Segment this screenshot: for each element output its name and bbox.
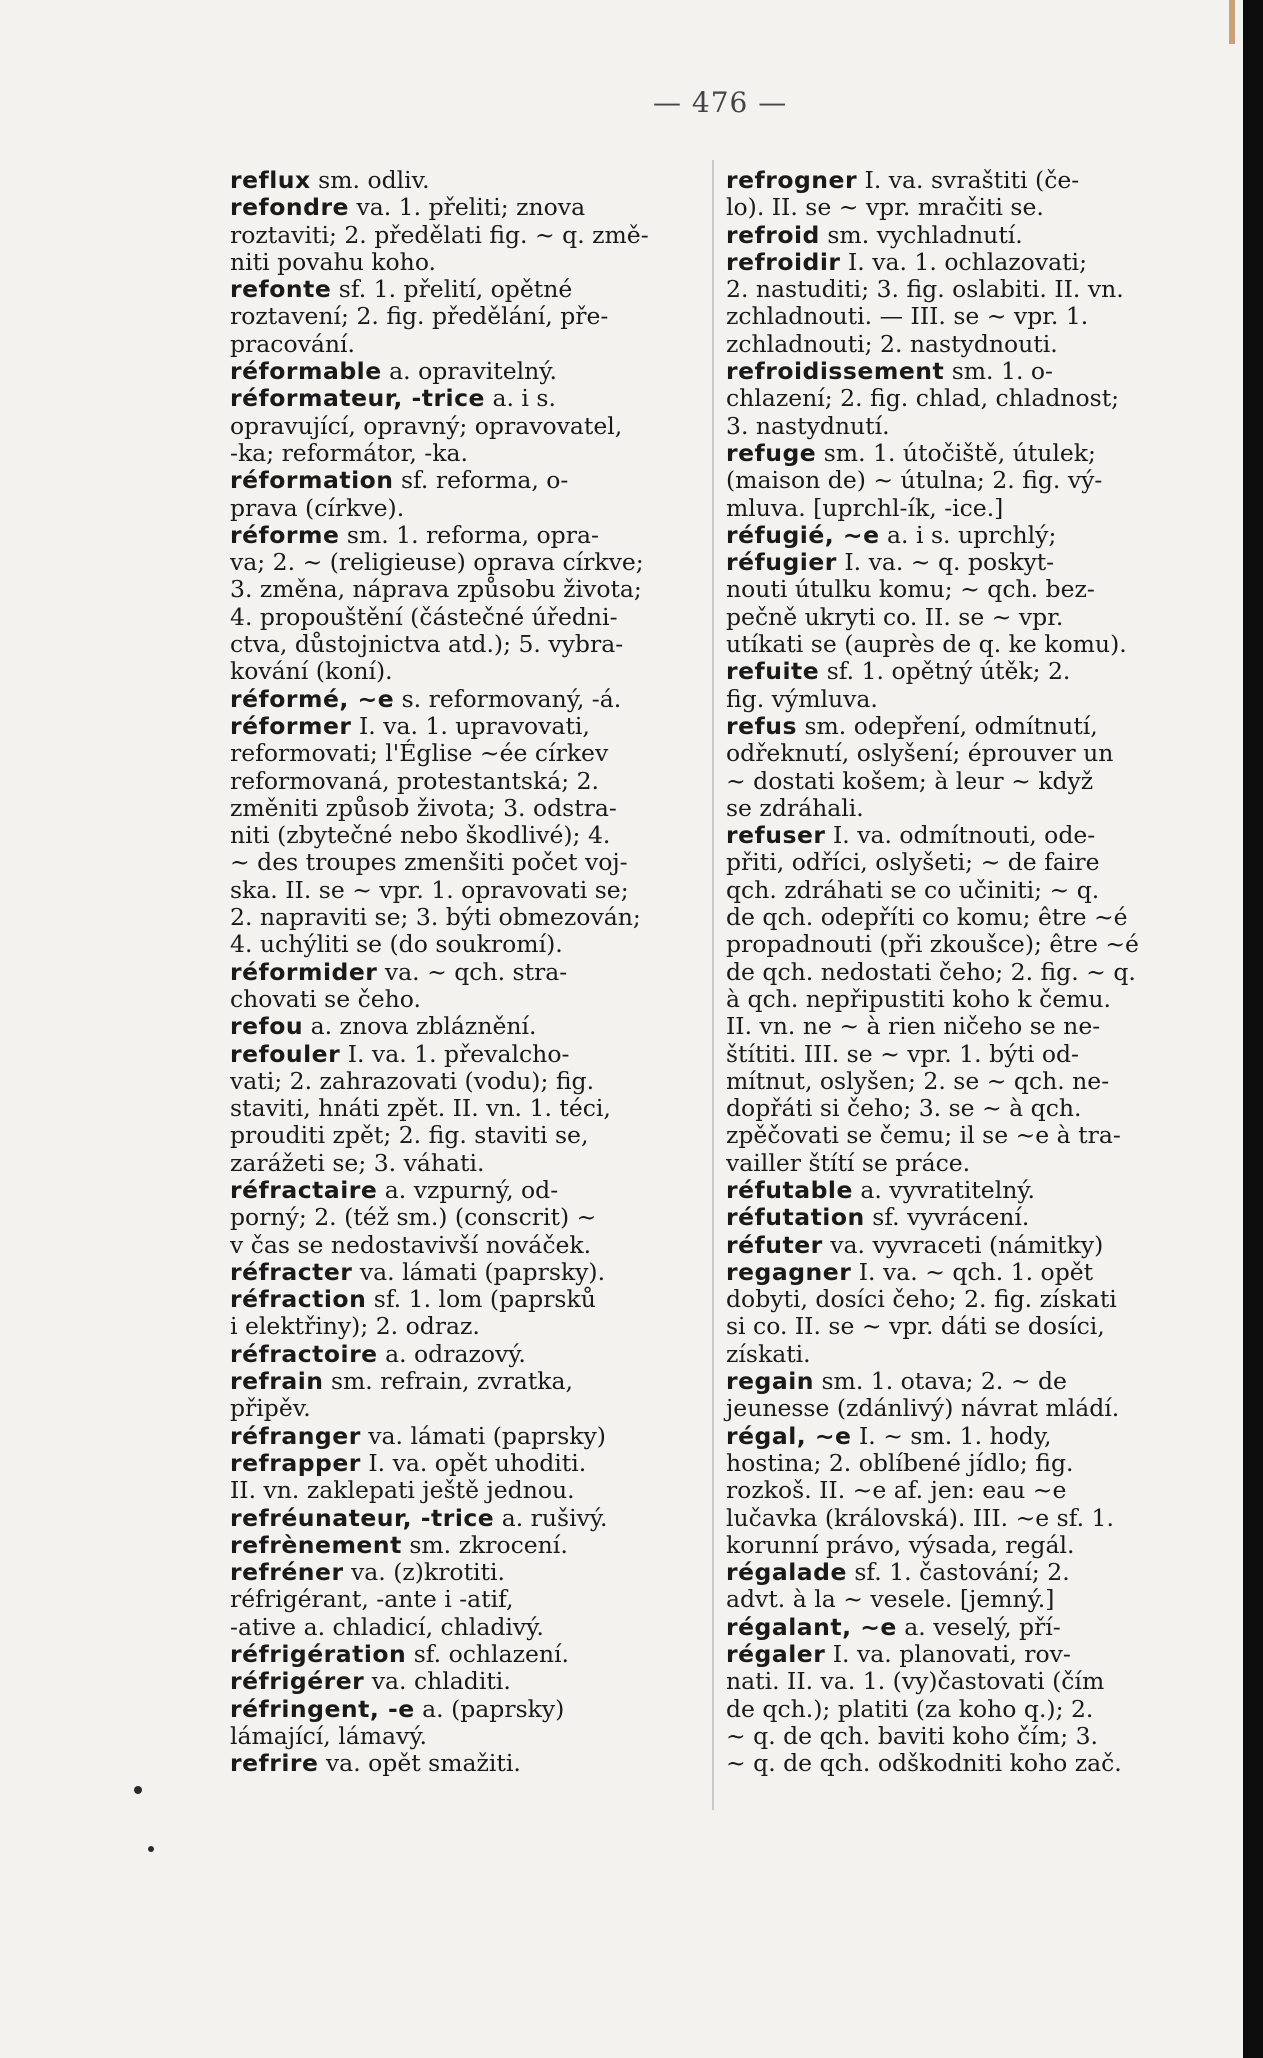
dictionary-line: chlazení; 2. fig. chlad, chladnost; bbox=[726, 384, 1120, 413]
dictionary-line: hostina; 2. oblíbené jídlo; fig. bbox=[726, 1448, 1074, 1477]
dictionary-line: i elektřiny); 2. odraz. bbox=[230, 1312, 480, 1341]
dictionary-line: reformovaná, protestantská; 2. bbox=[230, 766, 600, 795]
dictionary-line: -ka; reformátor, -ka. bbox=[230, 438, 468, 467]
dictionary-line: réformé, ~e s. reformovaný, -á. bbox=[230, 684, 622, 713]
dictionary-line: reformovati; l'Église ~ée církev bbox=[230, 739, 609, 768]
dictionary-line: připěv. bbox=[230, 1394, 311, 1423]
dictionary-line: de qch. nedostati čeho; 2. fig. ~ q. bbox=[726, 957, 1136, 986]
dictionary-line: refroid sm. vychladnutí. bbox=[726, 220, 1023, 249]
dictionary-line: roztaviti; 2. předělati fig. ~ q. změ- bbox=[230, 220, 649, 249]
right-column bbox=[726, 167, 1218, 1778]
dictionary-line: réfranger va. lámati (paprsky) bbox=[230, 1421, 606, 1450]
dictionary-line: refrire va. opět smažiti. bbox=[230, 1749, 521, 1778]
dictionary-line: refroidissement sm. 1. o- bbox=[726, 357, 1053, 386]
dictionary-line: réfractaire a. vzpurný, od- bbox=[230, 1175, 559, 1204]
dictionary-line: zchladnouti. — III. se ~ vpr. 1. bbox=[726, 302, 1089, 331]
dictionary-line: staviti, hnáti zpět. II. vn. 1. téci, bbox=[230, 1094, 611, 1123]
dictionary-line: fig. výmluva. bbox=[726, 684, 878, 713]
dictionary-line: réfutable a. vyvratitelný. bbox=[726, 1175, 1035, 1204]
dictionary-line: refrogner I. va. svraštiti (če- bbox=[726, 166, 1080, 194]
dictionary-line: réfrigérer va. chladiti. bbox=[230, 1667, 511, 1696]
dictionary-line: 2. napraviti se; 3. býti obmezován; bbox=[230, 903, 641, 932]
dictionary-line: pečně ukryti co. II. se ~ vpr. bbox=[726, 602, 1064, 631]
dictionary-line: 3. změna, náprava způsobu života; bbox=[230, 575, 642, 604]
dictionary-line: ~ q. de qch. odškodniti koho zač. bbox=[726, 1749, 1122, 1778]
dictionary-line: kování (koní). bbox=[230, 657, 393, 686]
dictionary-line: nati. II. va. 1. (vy)častovati (čím bbox=[726, 1667, 1105, 1696]
dictionary-line: refrain sm. refrain, zvratka, bbox=[230, 1367, 573, 1396]
dictionary-line: regagner I. va. ~ qch. 1. opět bbox=[726, 1257, 1094, 1286]
dictionary-line: réfrigération sf. ochlazení. bbox=[230, 1640, 569, 1669]
dictionary-line: 4. uchýliti se (do soukromí). bbox=[230, 930, 563, 959]
dictionary-line: réformateur, -trice a. i s. bbox=[230, 384, 556, 413]
dictionary-line: vailler štítí se práce. bbox=[726, 1148, 971, 1177]
dictionary-line: si co. II. se ~ vpr. dáti se dosíci, bbox=[726, 1312, 1105, 1341]
dictionary-line: réfugié, ~e a. i s. uprchlý; bbox=[726, 520, 1057, 549]
dictionary-line: jeunesse (zdánlivý) návrat mládí. bbox=[726, 1394, 1120, 1423]
dictionary-line: zarážeti se; 3. váhati. bbox=[230, 1148, 485, 1177]
margin-dot bbox=[148, 1846, 154, 1852]
dictionary-line: se zdráhali. bbox=[726, 793, 864, 822]
dictionary-line: zpěčovati se čemu; il se ~e à tra- bbox=[726, 1121, 1121, 1150]
dictionary-line: réfutation sf. vyvrácení. bbox=[726, 1203, 1030, 1232]
dictionary-line: zchladnouti; 2. nastydnouti. bbox=[726, 329, 1058, 358]
dictionary-line: mítnut, oslyšen; 2. se ~ qch. ne- bbox=[726, 1066, 1110, 1095]
dictionary-line: réformer I. va. 1. upravovati, bbox=[230, 711, 590, 740]
dictionary-line: refouler I. va. 1. převalcho- bbox=[230, 1039, 570, 1068]
dictionary-line: mluva. [uprchl-ík, -ice.] bbox=[726, 493, 1004, 522]
dictionary-line: rozkoš. II. ~e af. jen: eau ~e bbox=[726, 1476, 1067, 1505]
dictionary-line: korunní právo, výsada, regál. bbox=[726, 1530, 1075, 1559]
dictionary-line: lámající, lámavý. bbox=[230, 1721, 427, 1750]
dictionary-line: získati. bbox=[726, 1339, 811, 1368]
dictionary-line: refus sm. odepření, odmítnutí, bbox=[726, 711, 1098, 740]
dictionary-line: réforme sm. 1. reforma, opra- bbox=[230, 520, 599, 549]
dictionary-line: dobyti, dosíci čeho; 2. fig. získati bbox=[726, 1285, 1117, 1314]
dictionary-line: -ative a. chladicí, chladivý. bbox=[230, 1612, 544, 1641]
dictionary-line: refonte sf. 1. přelití, opětné bbox=[230, 275, 573, 304]
dictionary-line: dopřáti si čeho; 3. se ~ à qch. bbox=[726, 1094, 1082, 1123]
dictionary-line: qch. zdráhati se co učiniti; ~ q. bbox=[726, 875, 1100, 904]
dictionary-line: réfracter va. lámati (paprsky). bbox=[230, 1257, 606, 1286]
dictionary-line: utíkati se (auprès de q. ke komu). bbox=[726, 630, 1127, 659]
dictionary-line: roztavení; 2. fig. předělání, pře- bbox=[230, 302, 609, 331]
dictionary-line: II. vn. zaklepati ještě jednou. bbox=[230, 1476, 575, 1505]
dictionary-line: porný; 2. (též sm.) (conscrit) ~ bbox=[230, 1203, 597, 1232]
dictionary-line: réfrigérant, -ante i -atif, bbox=[230, 1585, 514, 1614]
page-edge-mark bbox=[1229, 0, 1235, 44]
dictionary-line: refréner va. (z)krotiti. bbox=[230, 1558, 505, 1587]
dictionary-line: de qch.); platiti (za koho q.); 2. bbox=[726, 1694, 1094, 1723]
dictionary-line: opravující, opravný; opravovatel, bbox=[230, 411, 623, 440]
dictionary-line: vati; 2. zahrazovati (vodu); fig. bbox=[230, 1066, 595, 1095]
dictionary-line: lo). II. se ~ vpr. mračiti se. bbox=[726, 193, 1044, 222]
dictionary-line: à qch. nepřipustiti koho k čemu. bbox=[726, 984, 1112, 1013]
dictionary-line: (maison de) ~ útulna; 2. fig. vý- bbox=[726, 466, 1103, 495]
dictionary-line: réformation sf. reforma, o- bbox=[230, 466, 569, 495]
dictionary-line: odřeknutí, oslyšení; éprouver un bbox=[726, 739, 1114, 768]
left-column bbox=[230, 167, 706, 1778]
dictionary-line: réfuter va. vyvraceti (námitky) bbox=[726, 1230, 1104, 1259]
dictionary-line: advt. à la ~ vesele. [jemný.] bbox=[726, 1585, 1055, 1614]
dictionary-line: ~ des troupes zmenšiti počet voj- bbox=[230, 848, 628, 877]
dictionary-line: refréunateur, -trice a. rušivý. bbox=[230, 1503, 608, 1532]
margin-dot bbox=[134, 1786, 142, 1794]
dictionary-line: refuite sf. 1. opětný útěk; 2. bbox=[726, 657, 1071, 686]
dictionary-line: nouti útulku komu; ~ qch. bez- bbox=[726, 575, 1095, 604]
dictionary-line: prava (církve). bbox=[230, 493, 405, 522]
column-divider bbox=[712, 160, 714, 1810]
page-number: — 476 — bbox=[653, 86, 788, 119]
dictionary-line: réfugier I. va. ~ q. poskyt- bbox=[726, 548, 1055, 577]
dictionary-line: régaler I. va. planovati, rov- bbox=[726, 1640, 1071, 1669]
dictionary-line: régalant, ~e a. veselý, pří- bbox=[726, 1612, 1061, 1641]
dictionary-line: niti povahu koho. bbox=[230, 247, 437, 276]
dictionary-line: refuser I. va. odmítnouti, ode- bbox=[726, 821, 1096, 850]
dictionary-line: refondre va. 1. přeliti; znova bbox=[230, 193, 586, 222]
dictionary-line: 4. propouštění (částečné úředni- bbox=[230, 602, 618, 631]
dictionary-line: refou a. znova zbláznění. bbox=[230, 1012, 537, 1041]
dictionary-line: refuge sm. 1. útočiště, útulek; bbox=[726, 438, 1096, 467]
dictionary-line: régalade sf. 1. častování; 2. bbox=[726, 1558, 1070, 1587]
dictionary-line: lučavka (královská). III. ~e sf. 1. bbox=[726, 1503, 1114, 1532]
dictionary-line: v čas se nedostavivší nováček. bbox=[230, 1230, 592, 1259]
dictionary-line: propadnouti (při zkoušce); être ~é bbox=[726, 930, 1139, 959]
dictionary-line: réfractoire a. odrazový. bbox=[230, 1339, 526, 1368]
dictionary-line: niti (zbytečné nebo škodlivé); 4. bbox=[230, 821, 611, 850]
dictionary-line: réfringent, -e a. (paprsky) bbox=[230, 1694, 565, 1723]
dictionary-line: 3. nastydnutí. bbox=[726, 411, 890, 440]
dictionary-line: reflux sm. odliv. bbox=[230, 166, 430, 194]
dictionary-line: regain sm. 1. otava; 2. ~ de bbox=[726, 1367, 1067, 1396]
dictionary-line: régal, ~e I. ~ sm. 1. hody, bbox=[726, 1421, 1052, 1450]
dictionary-line: refrapper I. va. opět uhoditi. bbox=[230, 1448, 587, 1477]
dictionary-line: přiti, odříci, oslyšeti; ~ de faire bbox=[726, 848, 1100, 877]
dictionary-line: štítiti. III. se ~ vpr. 1. býti od- bbox=[726, 1039, 1079, 1068]
dictionary-line: réfraction sf. 1. lom (paprsků bbox=[230, 1285, 596, 1314]
dictionary-line: pracování. bbox=[230, 329, 356, 358]
dictionary-line: ~ q. de qch. baviti koho čím; 3. bbox=[726, 1721, 1099, 1750]
dictionary-line: prouditi zpět; 2. fig. staviti se, bbox=[230, 1121, 589, 1150]
dictionary-line: va; 2. ~ (religieuse) oprava církve; bbox=[230, 548, 644, 577]
dictionary-line: réformider va. ~ qch. stra- bbox=[230, 957, 568, 986]
dictionary-line: II. vn. ne ~ à rien ničeho se ne- bbox=[726, 1012, 1101, 1041]
dictionary-line: réformable a. opravitelný. bbox=[230, 357, 557, 386]
dictionary-line: 2. nastuditi; 3. fig. oslabiti. II. vn. bbox=[726, 275, 1124, 304]
dictionary-line: ska. II. se ~ vpr. 1. opravovati se; bbox=[230, 875, 629, 904]
dictionary-line: de qch. odepříti co komu; être ~é bbox=[726, 903, 1128, 932]
dictionary-line: chovati se čeho. bbox=[230, 984, 422, 1013]
dictionary-line: změniti způsob života; 3. odstra- bbox=[230, 793, 617, 822]
dictionary-line: refrènement sm. zkrocení. bbox=[230, 1530, 568, 1559]
dictionary-line: refroidir I. va. 1. ochlazovati; bbox=[726, 247, 1087, 276]
dictionary-line: ~ dostati košem; à leur ~ když bbox=[726, 766, 1094, 795]
dictionary-line: ctva, důstojnictva atd.); 5. vybra- bbox=[230, 630, 624, 659]
